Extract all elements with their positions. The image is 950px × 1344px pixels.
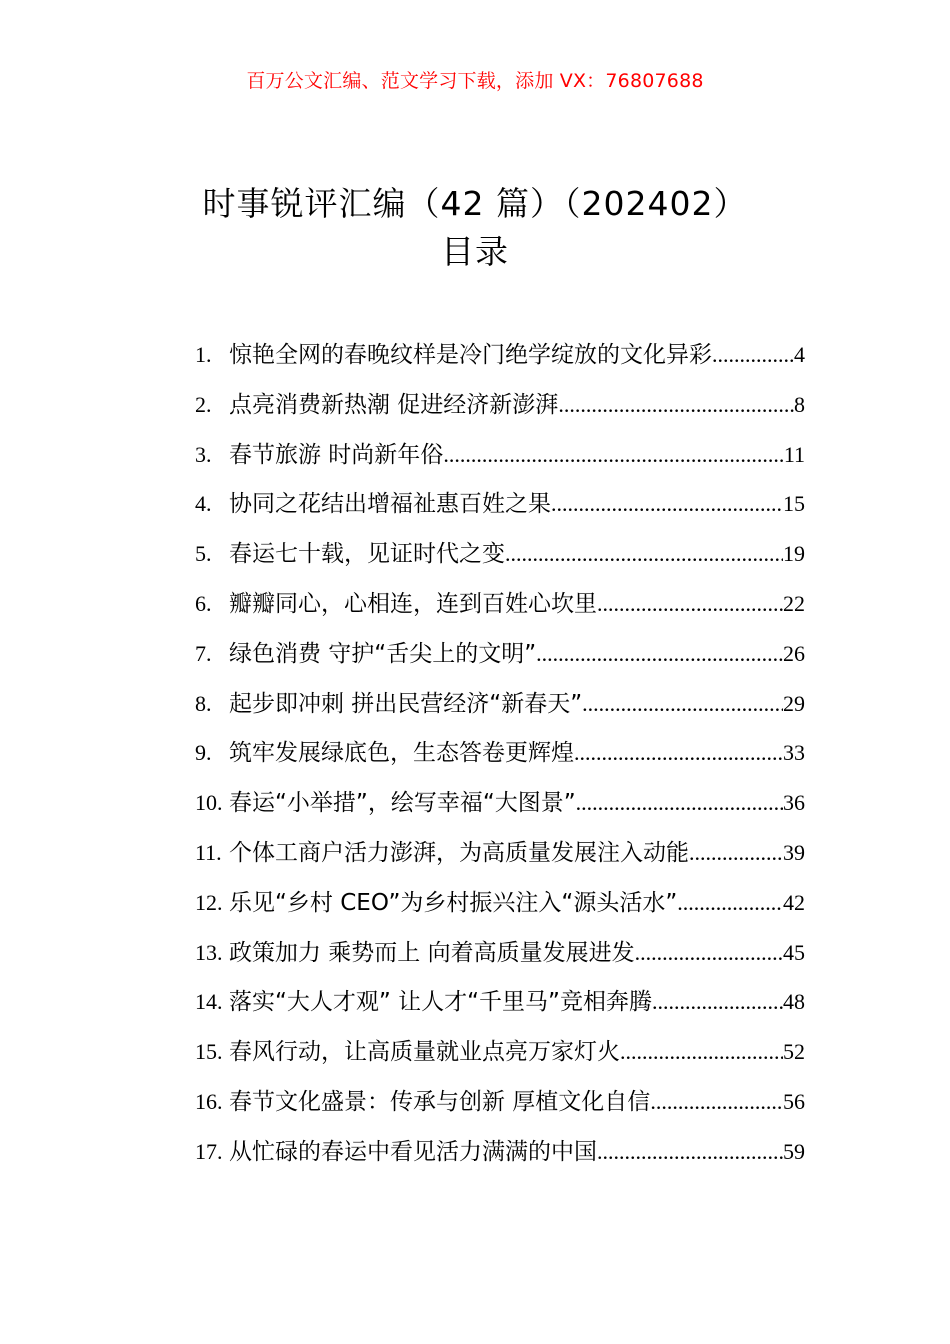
toc-number: 14. [195, 989, 223, 1015]
toc-entry-5[interactable] [195, 529, 805, 579]
toc-leader [635, 928, 783, 978]
toc-entry-1[interactable] [195, 330, 805, 380]
toc-title: 从忙碌的春运中看见活力满满的中国 [229, 1138, 597, 1165]
toc-number: 16. [195, 1088, 223, 1114]
toc-number: 5. [195, 541, 212, 567]
toc-entry-13[interactable] [195, 928, 805, 978]
toc-entry-10[interactable] [195, 778, 805, 828]
toc-leader [597, 1127, 783, 1177]
toc-number: 3. [195, 441, 212, 467]
toc-entry-12[interactable] [195, 878, 805, 928]
toc-title: 春运七十载，见证时代之变 [229, 541, 505, 568]
toc-number: 9. [195, 740, 212, 766]
toc-leader [443, 430, 784, 480]
table-of-contents [195, 330, 805, 1177]
toc-page: 29 [783, 690, 805, 716]
toc-entry-2[interactable] [195, 380, 805, 430]
toc-title: 春风行动，让高质量就业点亮万家灯火 [229, 1039, 620, 1066]
document-title: 时事锐评汇编（42 篇）（202402） [202, 184, 748, 223]
toc-page: 36 [783, 790, 805, 816]
toc-page: 4 [794, 342, 805, 367]
toc-heading: 目录 [441, 232, 509, 271]
toc-number: 6. [195, 590, 212, 616]
toc-entry-7[interactable] [195, 629, 805, 679]
toc-title: 瓣瓣同心，心相连，连到百姓心坎里 [229, 590, 597, 617]
toc-entry-15[interactable] [195, 1027, 805, 1077]
toc-entry-4[interactable] [195, 479, 805, 529]
toc-entry-11[interactable] [195, 828, 805, 878]
toc-leader [689, 828, 783, 878]
toc-leader [620, 1027, 783, 1077]
toc-entry-6[interactable] [195, 579, 805, 629]
toc-number: 1. [195, 342, 212, 367]
toc-leader [576, 778, 783, 828]
toc-title: 绿色消费 守护“舌尖上的文明” [229, 640, 537, 667]
toc-page: 56 [783, 1088, 805, 1114]
toc-page: 8 [794, 391, 805, 417]
toc-number: 12. [195, 889, 223, 915]
toc-title: 春节文化盛景：传承与创新 厚植文化自信 [229, 1088, 651, 1115]
toc-page: 33 [783, 740, 805, 766]
toc-entry-17[interactable] [195, 1127, 805, 1177]
toc-page: 19 [783, 541, 805, 567]
toc-entry-3[interactable] [195, 430, 805, 480]
watermark-banner: 百万公文汇编、范文学习下载，添加 VX：76807688 [246, 70, 704, 92]
toc-page: 52 [783, 1039, 805, 1065]
toc-number: 11. [195, 839, 222, 865]
toc-title: 个体工商户活力澎湃，为高质量发展注入动能 [229, 839, 689, 866]
toc-number: 15. [195, 1039, 223, 1065]
toc-entry-8[interactable] [195, 679, 805, 729]
toc-page: 15 [783, 491, 805, 517]
toc-title: 协同之花结出增福祉惠百姓之果 [229, 491, 551, 518]
toc-leader [582, 679, 783, 729]
toc-leader [650, 1077, 783, 1127]
toc-leader [712, 330, 794, 380]
toc-title: 起步即冲刺 拼出民营经济“新春天” [229, 690, 583, 717]
toc-number: 17. [195, 1138, 223, 1164]
toc-page: 11 [783, 441, 805, 467]
toc-leader [551, 479, 783, 529]
toc-page: 48 [783, 989, 805, 1015]
toc-page: 45 [783, 939, 805, 965]
toc-page: 26 [783, 640, 805, 666]
toc-entry-14[interactable] [195, 977, 805, 1027]
toc-number: 7. [195, 640, 212, 666]
toc-entry-16[interactable] [195, 1077, 805, 1127]
toc-number: 13. [195, 939, 223, 965]
toc-leader [574, 728, 783, 778]
toc-page: 59 [783, 1138, 805, 1164]
toc-page: 42 [783, 889, 805, 915]
toc-leader [505, 529, 783, 579]
toc-title: 乐见“乡村 CEO”为乡村振兴注入“源头活水” [229, 889, 678, 916]
toc-page: 39 [783, 839, 805, 865]
toc-title: 点亮消费新热潮 促进经济新澎湃 [229, 391, 559, 418]
toc-title: 春运“小举措”，绘写幸福“大图景” [229, 790, 576, 817]
toc-leader [597, 579, 783, 629]
toc-number: 4. [195, 491, 212, 517]
toc-title: 筑牢发展绿底色，生态答卷更辉煌 [229, 740, 574, 767]
toc-leader [558, 380, 794, 430]
toc-page: 22 [783, 590, 805, 616]
toc-leader [677, 878, 783, 928]
toc-title: 春节旅游 时尚新年俗 [229, 441, 444, 468]
toc-leader [652, 977, 783, 1027]
toc-entry-9[interactable] [195, 728, 805, 778]
toc-title: 惊艳全网的春晚纹样是冷门绝学绽放的文化异彩 [229, 342, 712, 368]
toc-number: 2. [195, 391, 212, 417]
toc-number: 10. [195, 790, 223, 816]
toc-number: 8. [195, 690, 212, 716]
toc-title: 政策加力 乘势而上 向着高质量发展进发 [229, 939, 635, 966]
toc-title: 落实“大人才观” 让人才“千里马”竞相奔腾 [229, 989, 652, 1016]
toc-leader [536, 629, 783, 679]
